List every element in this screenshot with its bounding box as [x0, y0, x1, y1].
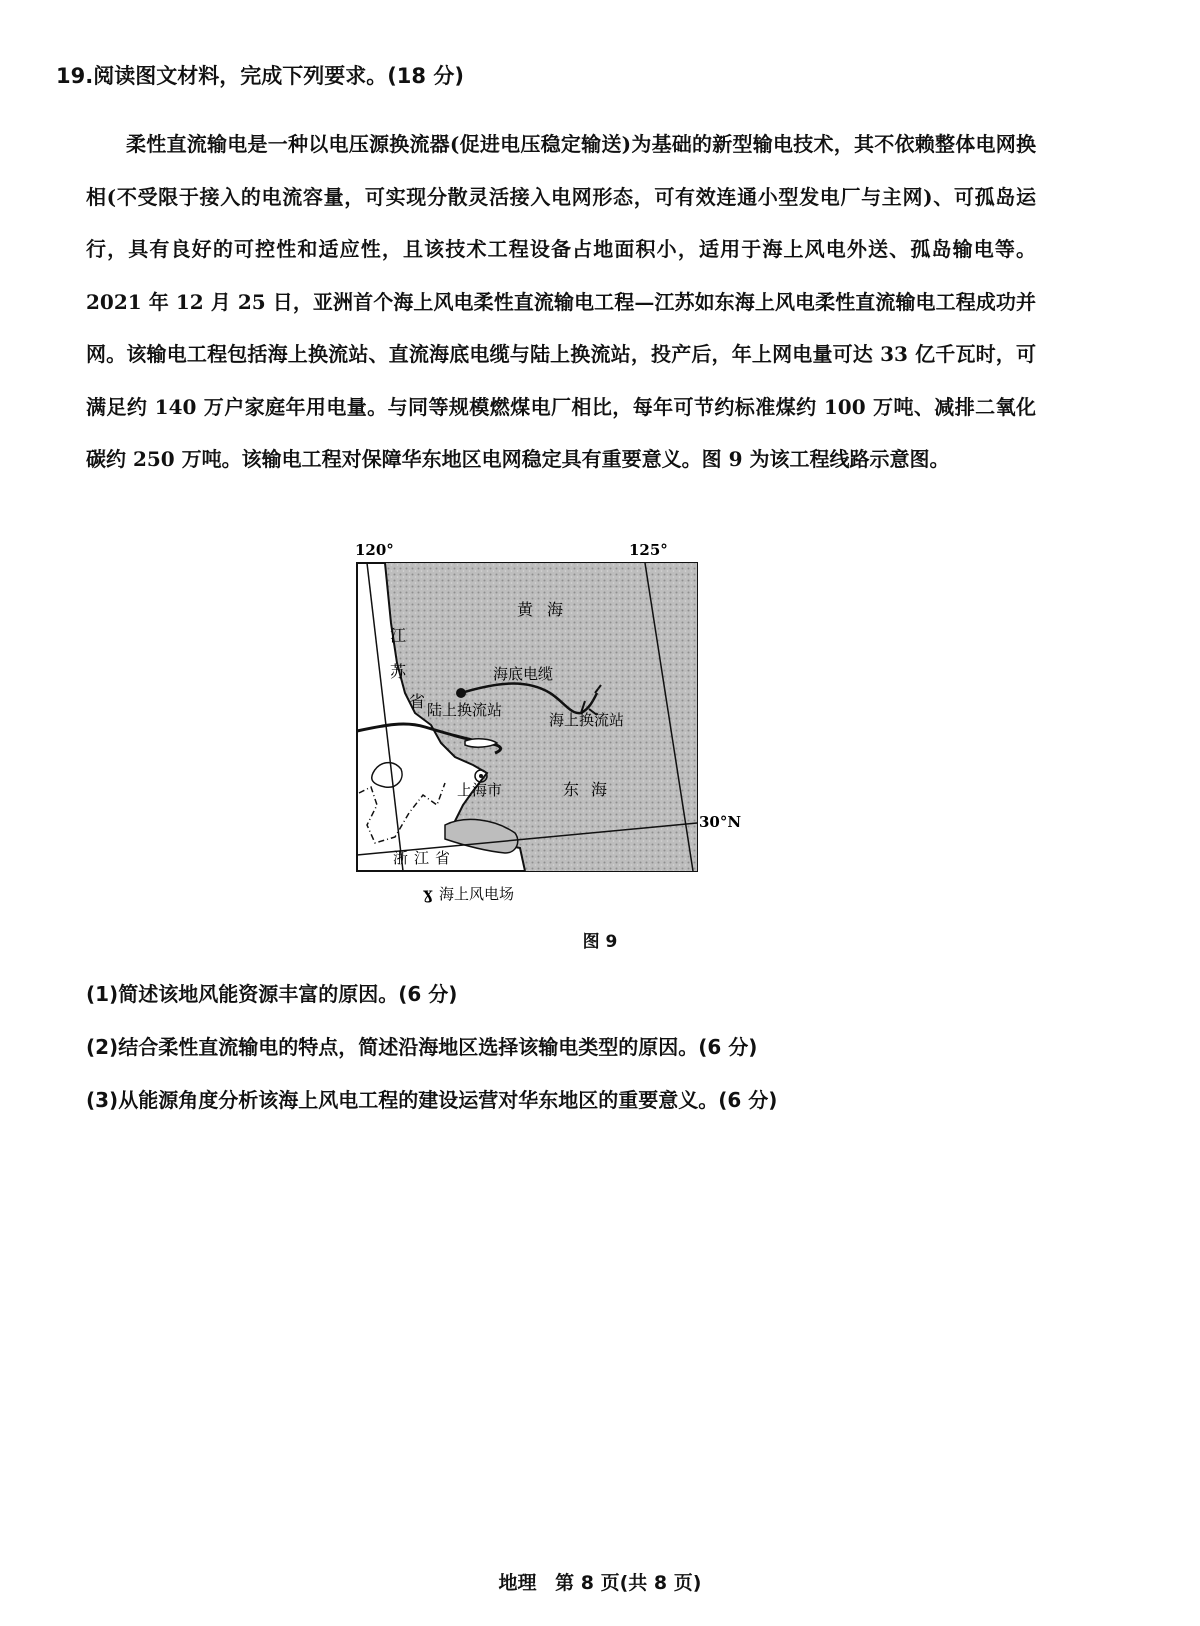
legend-wind-farm-label: 海上风电场 — [439, 885, 515, 903]
land-converter-station-dot — [456, 688, 466, 698]
lat-30-label: 30°N — [699, 813, 742, 831]
sub-question-1: (1)简述该地风能资源丰富的原因。(6 分) — [86, 982, 458, 1006]
jiangsu-label-3: 省 — [409, 692, 426, 711]
land-station-label: 陆上换流站 — [427, 701, 503, 719]
footer-subject: 地理 — [498, 1572, 537, 1594]
sea-station-label: 海上换流站 — [549, 711, 625, 729]
sub-question-3: (3)从能源角度分析该海上风电工程的建设运营对华东地区的重要意义。(6 分) — [86, 1088, 778, 1112]
jiangsu-label-2: 苏 — [390, 662, 407, 681]
cable-label: 海底电缆 — [493, 665, 554, 683]
lon-120-label: 120° — [355, 541, 394, 559]
passage-text: 柔性直流输电是一种以电压源换流器(促进电压稳定输送)为基础的新型输电技术，其不依赖整体电网换相(不受限于接入的电流容量，可实现分散灵活接入电网形态，可有效连通小型发电厂与主网)、可孤岛运行，具有良好的可控性和适应性，且该技术工程设备占地面积小，适用于海上风电外送、孤岛输电等。2021 年 12 月 25 日，亚洲首个海上风电柔性直流输电工程—江苏如东海上风电柔性直流输电工程成功并网。该输电工程包括海上换流站、直流海底电缆与陆上换流站，投产后，年上网电量可达 33 亿千瓦时，可满足约 140 万户家庭年用电量。与同等规模燃煤电厂相比，每年可节约标准煤约 100 万吨、减排二氧化碳约 250 万吨。该输电工程对保障华东地区电网稳定具有重要意义。图 9 为该工程线路示意图。 — [86, 132, 1036, 471]
donghai-label: 东海 — [563, 780, 620, 799]
figure-caption: 图 9 — [582, 932, 618, 952]
chongming-island — [465, 739, 497, 747]
zhejiang-label: 浙江省 — [393, 849, 457, 867]
lon-125-label: 125° — [629, 541, 668, 559]
legend-wind-farm-icon: ɣ — [423, 884, 433, 903]
huanghai-label: 黄海 — [517, 600, 578, 619]
question-passage — [86, 118, 1036, 486]
jiangsu-label-1: 江 — [390, 626, 407, 645]
figure-9-map — [345, 541, 742, 913]
map-svg — [345, 541, 742, 913]
sub-question-2: (2)结合柔性直流输电的特点，简述沿海地区选择该输电类型的原因。(6 分) — [86, 1035, 758, 1059]
shanghai-dot — [479, 774, 483, 778]
shanghai-label: 上海市 — [457, 781, 503, 799]
question-title: 19.阅读图文材料，完成下列要求。(18 分) — [56, 64, 464, 88]
footer-page-number: 第 8 页(共 8 页) — [555, 1572, 702, 1594]
page-footer — [0, 1568, 1200, 1595]
